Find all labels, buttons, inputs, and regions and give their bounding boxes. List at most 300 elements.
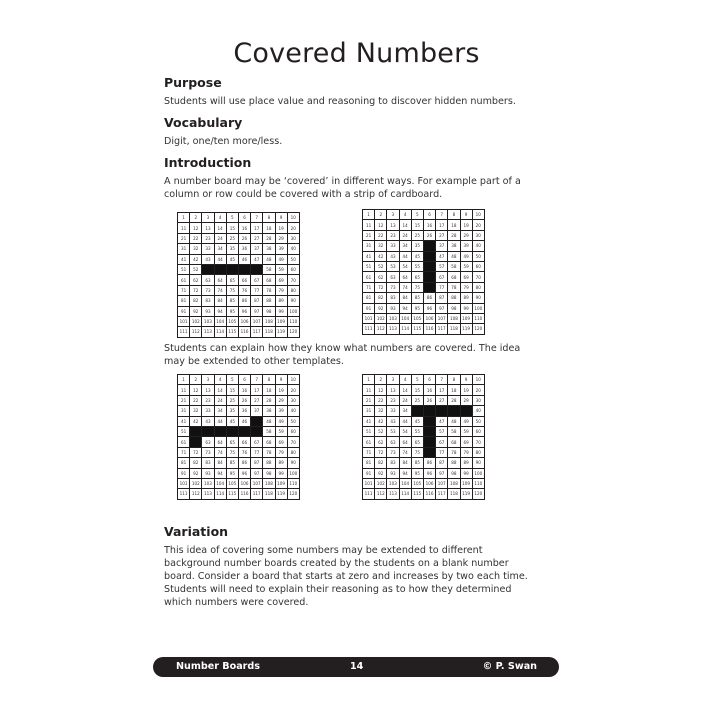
- vocabulary-text: Digit, one/ten more/less.: [164, 136, 283, 147]
- covered-cell: 56: [423, 426, 435, 436]
- number-cell: 3: [202, 213, 214, 223]
- number-cell: 94: [399, 468, 411, 478]
- number-cell: 86: [238, 296, 250, 306]
- number-cell: 93: [202, 306, 214, 316]
- number-cell: 39: [275, 244, 287, 254]
- introduction-text: A number board may be ‘covered’ in different ways. For example part of a column or row could be covered with a strip of cardboard.: [164, 176, 521, 200]
- number-cell: 1: [178, 213, 190, 223]
- number-cell: 33: [202, 406, 214, 416]
- number-cell: 34: [399, 406, 411, 416]
- number-cell: 85: [411, 293, 423, 303]
- number-cell: 65: [226, 437, 238, 447]
- number-cell: 86: [423, 458, 435, 468]
- number-cell: 117: [251, 327, 263, 337]
- number-cell: 41: [178, 254, 190, 264]
- number-cell: 29: [275, 233, 287, 243]
- number-cell: 15: [226, 385, 238, 395]
- number-cell: 69: [460, 437, 472, 447]
- number-cell: 34: [214, 244, 226, 254]
- number-cell: 3: [202, 375, 214, 385]
- number-cell: 120: [472, 324, 484, 334]
- number-cell: 28: [263, 395, 275, 405]
- number-cell: 24: [214, 395, 226, 405]
- covered-cell: 46: [423, 251, 435, 261]
- explain-text: Students can explain how they know what numbers are covered. The idea may be extended to other templates.: [164, 343, 521, 367]
- covered-cell: 76: [423, 282, 435, 292]
- number-cell: 45: [411, 416, 423, 426]
- number-cell: 91: [363, 303, 375, 313]
- number-cell: 96: [423, 303, 435, 313]
- number-cell: 62: [190, 275, 202, 285]
- number-cell: 113: [202, 489, 214, 499]
- number-cell: 109: [460, 478, 472, 488]
- number-cell: 65: [411, 437, 423, 447]
- covered-cell: 53: [202, 264, 214, 274]
- number-cell: 51: [178, 264, 190, 274]
- number-cell: 33: [387, 406, 399, 416]
- number-cell: 5: [226, 375, 238, 385]
- number-cell: 19: [460, 385, 472, 395]
- number-cell: 70: [287, 437, 299, 447]
- number-cell: 47: [436, 251, 448, 261]
- number-cell: 58: [263, 264, 275, 274]
- number-cell: 44: [214, 254, 226, 264]
- number-cell: 42: [190, 254, 202, 264]
- covered-cell: 53: [202, 426, 214, 436]
- number-cell: 28: [448, 230, 460, 240]
- vocabulary-heading: Vocabulary: [164, 115, 243, 130]
- number-cell: 27: [436, 395, 448, 405]
- number-cell: 5: [411, 210, 423, 220]
- number-cell: 45: [226, 416, 238, 426]
- number-cell: 81: [178, 458, 190, 468]
- number-cell: 42: [375, 251, 387, 261]
- number-cell: 77: [436, 282, 448, 292]
- number-cell: 53: [387, 261, 399, 271]
- number-cell: 50: [287, 416, 299, 426]
- number-cell: 101: [178, 478, 190, 488]
- number-cell: 14: [214, 385, 226, 395]
- number-cell: 2: [190, 213, 202, 223]
- number-cell: 6: [238, 213, 250, 223]
- number-cell: 64: [399, 272, 411, 282]
- number-cell: 60: [472, 426, 484, 436]
- number-cell: 70: [472, 437, 484, 447]
- number-cell: 63: [387, 272, 399, 282]
- number-cell: 38: [448, 241, 460, 251]
- number-cell: 54: [399, 261, 411, 271]
- number-cell: 64: [214, 275, 226, 285]
- number-cell: 20: [287, 223, 299, 233]
- number-cell: 15: [226, 223, 238, 233]
- number-cell: 59: [275, 264, 287, 274]
- number-cell: 118: [263, 489, 275, 499]
- number-cell: 40: [472, 406, 484, 416]
- number-cell: 21: [178, 233, 190, 243]
- number-cell: 50: [287, 254, 299, 264]
- number-cell: 50: [472, 416, 484, 426]
- number-cell: 66: [238, 275, 250, 285]
- number-cell: 24: [399, 395, 411, 405]
- number-cell: 108: [448, 313, 460, 323]
- number-cell: 22: [190, 233, 202, 243]
- number-cell: 81: [363, 293, 375, 303]
- number-cell: 107: [251, 316, 263, 326]
- covered-cell: 55: [226, 426, 238, 436]
- number-cell: 88: [448, 293, 460, 303]
- number-cell: 40: [287, 406, 299, 416]
- number-cell: 63: [202, 275, 214, 285]
- number-cell: 71: [178, 285, 190, 295]
- number-cell: 87: [251, 458, 263, 468]
- covered-cell: 66: [423, 437, 435, 447]
- number-cell: 111: [178, 489, 190, 499]
- number-cell: 20: [472, 385, 484, 395]
- number-cell: 119: [460, 489, 472, 499]
- number-cell: 64: [399, 437, 411, 447]
- number-cell: 37: [251, 406, 263, 416]
- number-cell: 77: [251, 447, 263, 457]
- number-cell: 31: [363, 406, 375, 416]
- number-cell: 100: [287, 306, 299, 316]
- number-cell: 83: [387, 293, 399, 303]
- number-cell: 104: [399, 478, 411, 488]
- number-cell: 96: [238, 468, 250, 478]
- number-cell: 112: [375, 489, 387, 499]
- number-cell: 100: [472, 303, 484, 313]
- number-cell: 17: [251, 223, 263, 233]
- number-cell: 78: [263, 285, 275, 295]
- number-cell: 67: [436, 437, 448, 447]
- covered-cell: 57: [251, 264, 263, 274]
- number-cell: 13: [387, 220, 399, 230]
- number-cell: 45: [411, 251, 423, 261]
- number-cell: 83: [202, 296, 214, 306]
- number-cell: 103: [202, 316, 214, 326]
- number-cell: 104: [214, 478, 226, 488]
- number-cell: 70: [472, 272, 484, 282]
- number-cell: 53: [387, 426, 399, 436]
- number-cell: 16: [238, 385, 250, 395]
- number-cell: 84: [214, 458, 226, 468]
- number-cell: 54: [399, 426, 411, 436]
- number-cell: 82: [375, 293, 387, 303]
- number-cell: 65: [411, 272, 423, 282]
- number-cell: 45: [226, 254, 238, 264]
- number-cell: 44: [399, 251, 411, 261]
- number-cell: 109: [460, 313, 472, 323]
- number-cell: 82: [375, 458, 387, 468]
- number-cell: 27: [436, 230, 448, 240]
- number-cell: 38: [263, 406, 275, 416]
- number-cell: 14: [399, 220, 411, 230]
- number-cell: 93: [202, 468, 214, 478]
- covered-cell: 37: [436, 406, 448, 416]
- number-cell: 102: [190, 316, 202, 326]
- number-cell: 115: [226, 489, 238, 499]
- number-cell: 30: [287, 395, 299, 405]
- covered-cell: 56: [238, 426, 250, 436]
- number-cell: 60: [472, 261, 484, 271]
- number-cell: 72: [375, 282, 387, 292]
- number-cell: 112: [190, 489, 202, 499]
- introduction-heading: Introduction: [164, 155, 252, 170]
- number-cell: 106: [238, 316, 250, 326]
- number-cell: 75: [411, 447, 423, 457]
- number-cell: 91: [178, 306, 190, 316]
- number-cell: 114: [399, 324, 411, 334]
- number-cell: 49: [460, 251, 472, 261]
- number-cell: 77: [251, 285, 263, 295]
- covered-cell: 36: [423, 406, 435, 416]
- number-cell: 93: [387, 303, 399, 313]
- number-cell: 79: [275, 447, 287, 457]
- number-cell: 32: [375, 241, 387, 251]
- number-cell: 12: [375, 385, 387, 395]
- number-cell: 84: [399, 458, 411, 468]
- number-cell: 30: [287, 233, 299, 243]
- number-cell: 105: [411, 478, 423, 488]
- number-cell: 4: [399, 375, 411, 385]
- number-cell: 116: [238, 489, 250, 499]
- number-cell: 74: [399, 447, 411, 457]
- number-cell: 87: [436, 458, 448, 468]
- number-cell: 94: [214, 306, 226, 316]
- number-cell: 4: [214, 213, 226, 223]
- number-cell: 72: [190, 447, 202, 457]
- purpose-text: Students will use place value and reasoning to discover hidden numbers.: [164, 96, 516, 107]
- number-cell: 104: [214, 316, 226, 326]
- number-cell: 119: [460, 324, 472, 334]
- number-cell: 9: [275, 213, 287, 223]
- number-cell: 95: [411, 468, 423, 478]
- number-cell: 63: [387, 437, 399, 447]
- number-cell: 102: [375, 313, 387, 323]
- number-cell: 70: [287, 275, 299, 285]
- number-cell: 92: [190, 468, 202, 478]
- number-cell: 96: [423, 468, 435, 478]
- number-cell: 72: [375, 447, 387, 457]
- number-cell: 13: [202, 223, 214, 233]
- number-cell: 16: [423, 385, 435, 395]
- number-cell: 101: [363, 313, 375, 323]
- number-cell: 65: [226, 275, 238, 285]
- number-cell: 4: [399, 210, 411, 220]
- number-cell: 52: [375, 261, 387, 271]
- number-cell: 87: [436, 293, 448, 303]
- number-cell: 110: [472, 478, 484, 488]
- number-cell: 120: [287, 327, 299, 337]
- number-cell: 9: [275, 375, 287, 385]
- covered-cell: 55: [226, 264, 238, 274]
- number-cell: 6: [423, 210, 435, 220]
- number-cell: 73: [202, 285, 214, 295]
- variation-heading: Variation: [164, 524, 229, 539]
- number-cell: 68: [448, 437, 460, 447]
- number-cell: 92: [375, 303, 387, 313]
- number-cell: 55: [411, 261, 423, 271]
- number-cell: 97: [251, 306, 263, 316]
- number-cell: 16: [423, 220, 435, 230]
- number-cell: 80: [472, 447, 484, 457]
- number-cell: 48: [263, 416, 275, 426]
- number-cell: 86: [238, 458, 250, 468]
- number-cell: 7: [436, 375, 448, 385]
- covered-cell: 54: [214, 264, 226, 274]
- number-cell: 5: [226, 213, 238, 223]
- number-cell: 119: [275, 327, 287, 337]
- number-cell: 34: [399, 241, 411, 251]
- covered-cell: 39: [460, 406, 472, 416]
- number-cell: 7: [251, 213, 263, 223]
- number-cell: 22: [375, 395, 387, 405]
- covered-cell: 76: [423, 447, 435, 457]
- number-cell: 43: [202, 416, 214, 426]
- number-cell: 8: [263, 375, 275, 385]
- number-cell: 3: [387, 210, 399, 220]
- number-cell: 8: [263, 213, 275, 223]
- number-cell: 99: [275, 306, 287, 316]
- number-cell: 18: [448, 220, 460, 230]
- number-cell: 21: [178, 395, 190, 405]
- covered-cell: 54: [214, 426, 226, 436]
- number-cell: 98: [263, 306, 275, 316]
- number-cell: 24: [214, 233, 226, 243]
- number-cell: 32: [190, 244, 202, 254]
- number-cell: 13: [202, 385, 214, 395]
- number-cell: 2: [375, 375, 387, 385]
- number-cell: 60: [287, 264, 299, 274]
- number-cell: 43: [387, 251, 399, 261]
- number-cell: 23: [202, 395, 214, 405]
- number-cell: 114: [214, 327, 226, 337]
- number-board: [177, 212, 300, 338]
- number-cell: 80: [472, 282, 484, 292]
- number-cell: 120: [472, 489, 484, 499]
- number-cell: 98: [263, 468, 275, 478]
- number-cell: 21: [363, 230, 375, 240]
- number-cell: 118: [448, 489, 460, 499]
- number-cell: 92: [190, 306, 202, 316]
- covered-cell: 56: [238, 264, 250, 274]
- number-cell: 29: [460, 395, 472, 405]
- number-cell: 89: [460, 293, 472, 303]
- number-cell: 31: [363, 241, 375, 251]
- number-cell: 21: [363, 395, 375, 405]
- number-cell: 52: [190, 264, 202, 274]
- number-cell: 109: [275, 316, 287, 326]
- number-cell: 46: [238, 416, 250, 426]
- number-cell: 58: [448, 426, 460, 436]
- number-cell: 31: [178, 244, 190, 254]
- number-cell: 83: [202, 458, 214, 468]
- number-cell: 111: [363, 489, 375, 499]
- number-cell: 100: [472, 468, 484, 478]
- number-cell: 48: [448, 416, 460, 426]
- number-cell: 34: [214, 406, 226, 416]
- number-cell: 88: [263, 296, 275, 306]
- number-cell: 99: [460, 468, 472, 478]
- number-cell: 96: [238, 306, 250, 316]
- number-cell: 59: [460, 426, 472, 436]
- number-cell: 58: [263, 426, 275, 436]
- number-cell: 8: [448, 210, 460, 220]
- number-cell: 11: [178, 223, 190, 233]
- number-cell: 103: [202, 478, 214, 488]
- number-board: [362, 209, 485, 335]
- number-cell: 110: [287, 478, 299, 488]
- number-cell: 19: [460, 220, 472, 230]
- covered-cell: 62: [190, 437, 202, 447]
- number-cell: 25: [226, 233, 238, 243]
- number-cell: 94: [399, 303, 411, 313]
- number-cell: 17: [436, 385, 448, 395]
- number-cell: 9: [460, 375, 472, 385]
- number-cell: 10: [287, 213, 299, 223]
- number-cell: 73: [387, 447, 399, 457]
- number-cell: 22: [190, 395, 202, 405]
- number-cell: 40: [472, 241, 484, 251]
- number-cell: 28: [448, 395, 460, 405]
- number-cell: 112: [375, 324, 387, 334]
- number-cell: 25: [411, 230, 423, 240]
- number-cell: 57: [436, 426, 448, 436]
- number-cell: 86: [423, 293, 435, 303]
- number-cell: 47: [436, 416, 448, 426]
- number-cell: 71: [363, 282, 375, 292]
- number-cell: 116: [423, 324, 435, 334]
- number-cell: 25: [411, 395, 423, 405]
- number-cell: 81: [363, 458, 375, 468]
- number-cell: 35: [226, 406, 238, 416]
- number-cell: 117: [436, 324, 448, 334]
- number-cell: 103: [387, 478, 399, 488]
- number-cell: 107: [436, 313, 448, 323]
- number-cell: 66: [238, 437, 250, 447]
- number-cell: 115: [411, 489, 423, 499]
- number-cell: 61: [178, 275, 190, 285]
- number-cell: 16: [238, 223, 250, 233]
- number-cell: 76: [238, 285, 250, 295]
- number-cell: 117: [251, 489, 263, 499]
- number-cell: 98: [448, 468, 460, 478]
- number-cell: 73: [202, 447, 214, 457]
- number-cell: 107: [251, 478, 263, 488]
- number-cell: 106: [423, 478, 435, 488]
- number-cell: 1: [363, 210, 375, 220]
- number-cell: 37: [436, 241, 448, 251]
- number-cell: 114: [214, 489, 226, 499]
- number-cell: 80: [287, 285, 299, 295]
- number-cell: 2: [375, 210, 387, 220]
- covered-cell: 52: [190, 426, 202, 436]
- number-cell: 118: [448, 324, 460, 334]
- number-cell: 42: [190, 416, 202, 426]
- number-cell: 61: [178, 437, 190, 447]
- number-cell: 15: [411, 220, 423, 230]
- number-cell: 50: [472, 251, 484, 261]
- number-cell: 30: [472, 230, 484, 240]
- number-cell: 87: [251, 296, 263, 306]
- number-cell: 92: [375, 468, 387, 478]
- number-cell: 74: [399, 282, 411, 292]
- number-cell: 113: [387, 489, 399, 499]
- number-cell: 95: [226, 468, 238, 478]
- number-cell: 12: [190, 223, 202, 233]
- number-cell: 106: [238, 478, 250, 488]
- number-cell: 98: [448, 303, 460, 313]
- number-cell: 61: [363, 272, 375, 282]
